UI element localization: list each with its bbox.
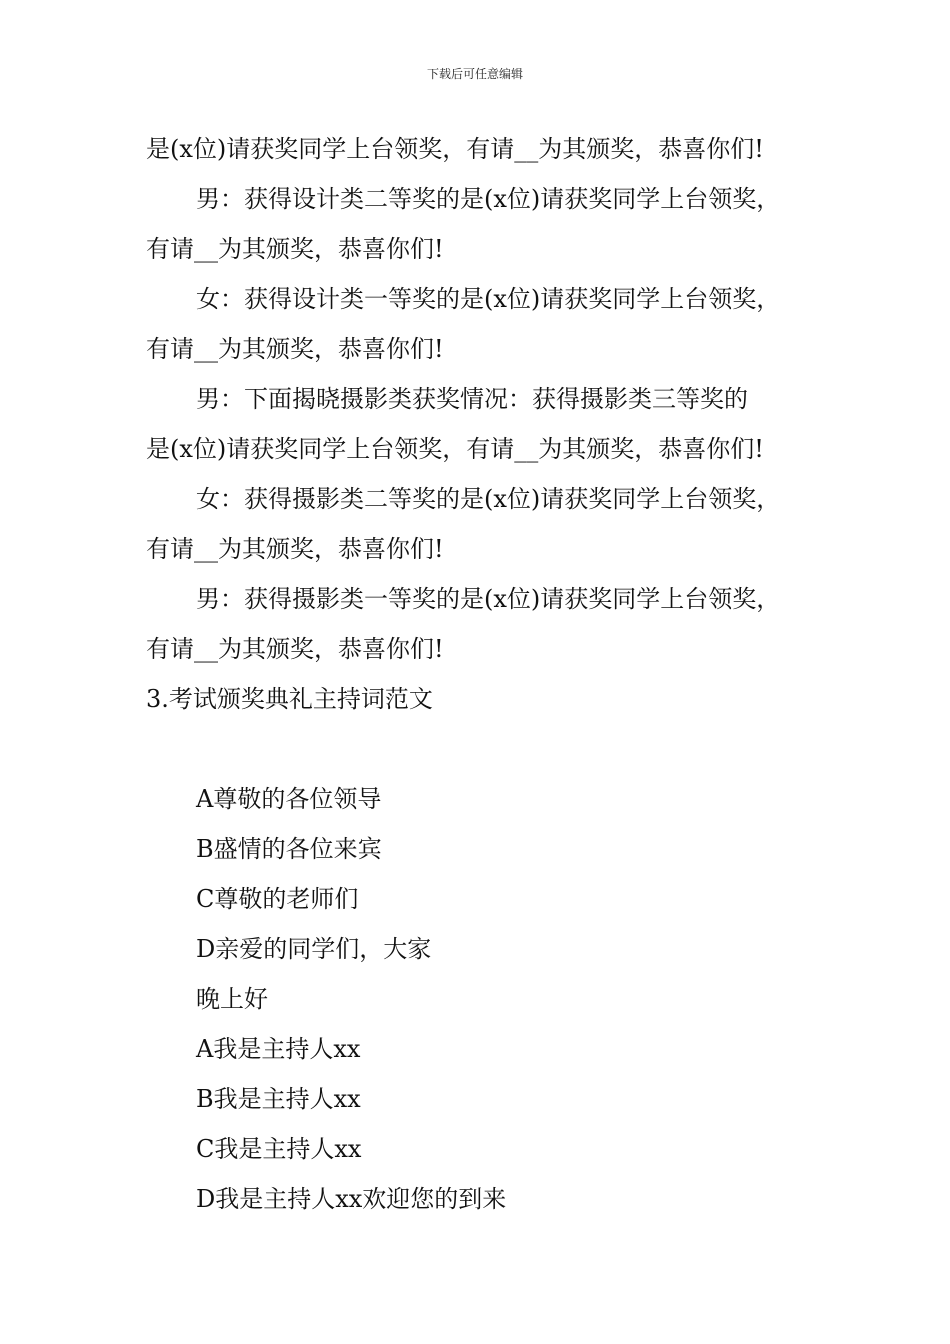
script-line: D我是主持人xx欢迎您的到来 xyxy=(196,1185,507,1213)
script-line: B我是主持人xx xyxy=(196,1085,361,1113)
page-header: 下载后可任意编辑 xyxy=(426,67,523,81)
script-line: 晚上好 xyxy=(196,985,268,1013)
paragraph-line: 有请__为其颁奖，恭喜你们! xyxy=(146,235,444,263)
section-heading: 3.考试颁奖典礼主持词范文 xyxy=(146,685,433,713)
paragraph-line: 女：获得设计类一等奖的是(x位)请获奖同学上台领奖， xyxy=(196,285,781,313)
blank-line xyxy=(146,724,836,774)
script-line: A我是主持人xx xyxy=(196,1035,361,1063)
paragraph-line: 男：获得摄影类一等奖的是(x位)请获奖同学上台领奖， xyxy=(196,585,781,613)
paragraph-line: 男：获得设计类二等奖的是(x位)请获奖同学上台领奖， xyxy=(196,185,781,213)
script-line: D亲爱的同学们，大家 xyxy=(196,935,432,963)
paragraph-line: 女：获得摄影类二等奖的是(x位)请获奖同学上台领奖， xyxy=(196,485,781,513)
paragraph-line: 男：下面揭晓摄影类获奖情况：获得摄影类三等奖的 xyxy=(196,385,748,413)
script-line: C我是主持人xx xyxy=(196,1135,362,1163)
paragraph-line: 是(x位)请获奖同学上台领奖，有请__为其颁奖，恭喜你们! xyxy=(146,435,764,463)
paragraph-line: 有请__为其颁奖，恭喜你们! xyxy=(146,535,444,563)
document-body xyxy=(146,124,836,1224)
script-line: B盛情的各位来宾 xyxy=(196,835,382,863)
paragraph-line: 有请__为其颁奖，恭喜你们! xyxy=(146,335,444,363)
script-line: A尊敬的各位领导 xyxy=(196,785,382,813)
script-line: C尊敬的老师们 xyxy=(196,885,359,913)
paragraph-line: 有请__为其颁奖，恭喜你们! xyxy=(146,635,444,663)
paragraph-line: 是(x位)请获奖同学上台领奖，有请__为其颁奖，恭喜你们! xyxy=(146,135,764,163)
